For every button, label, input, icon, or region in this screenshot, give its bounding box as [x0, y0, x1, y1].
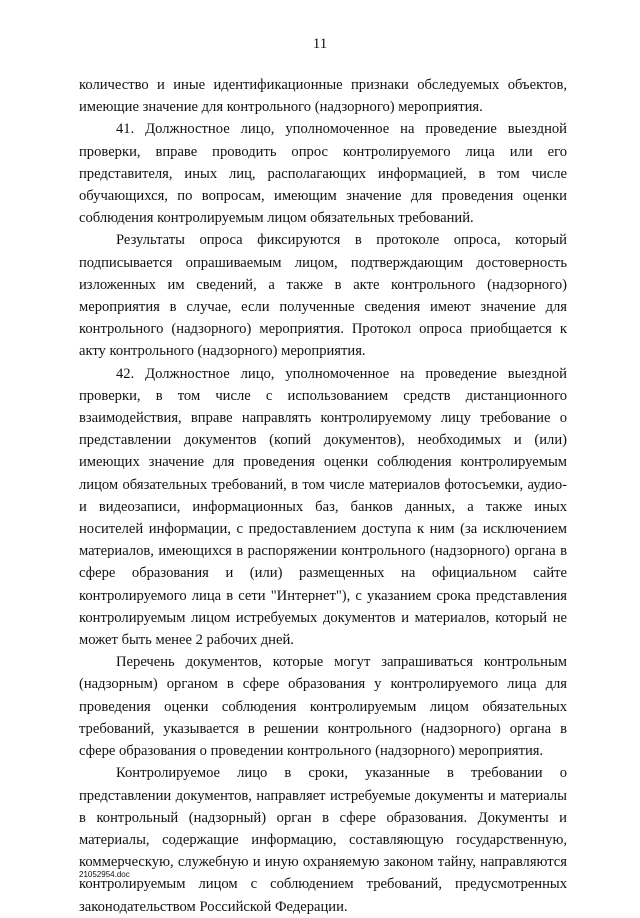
document-file-id: 21052954.doc	[79, 870, 130, 879]
paragraph-document-list: Перечень документов, которые могут запрашиваться контрольным (надзорным) органом в сфере образования у контролируемого лица для проведения оценки соблюдения контролируемым лицом обязательных требований, указывается в решении контрольного (надзорного) органа в сфере образования о проведении контрольного (надзорного) мероприятия.	[79, 654, 567, 760]
paragraph-survey-results: Результаты опроса фиксируются в протоколе опроса, который подписывается опрашиваемым лицом, подтверждающим достоверность изложенных им сведений, а также в акте контрольного (надзорного) мероприятия в случае, если полученные сведения имеют значение для контрольного (надзорного) мероприятия. Протокол опроса приобщается к акту контрольного (надзорного) мероприятия.	[79, 232, 567, 360]
document-body	[79, 74, 567, 918]
page-number: 11	[312, 36, 328, 52]
paragraph-submission: Контролируемое лицо в сроки, указанные в требовании о представлении документов, направляет истребуемые документы и материалы в контрольный (надзорный) орган в сфере образования. Документы и материалы, содержащие информацию, составляющую государственную, коммерческую, служебную и иную охраняемую законом тайну, направляются контролируемым лицом с соблюдением требований, предусмотренных законодательством Российской Федерации.	[79, 765, 567, 915]
paragraph-item-41: 41. Должностное лицо, уполномоченное на проведение выездной проверки, вправе проводить опрос контролируемого лица или его представителя, иных лиц, располагающих информацией, в том числе обучающихся, по вопросам, имеющим значение для проведения оценки соблюдения контролируемым лицом обязательных требований.	[79, 121, 567, 227]
paragraph-item-42: 42. Должностное лицо, уполномоченное на проведение выездной проверки, в том числе с использованием средств дистанционного взаимодействия, вправе направлять контролируемому лицу требование о представлении документов (копий документов), необходимых и (или) имеющих значение для проведения оценки соблюдения контролируемым лицом обязательных требований, в том числе материалов фотосъемки, аудио- и видеозаписи, информационных баз, банков данных, а также иных носителей информации, с предоставлением доступа к ним (за исключением материалов, имеющихся в распоряжении контрольного (надзорного) органа в сфере образования и (или) размещенных на официальном сайте контролируемого лица в сети "Интернет"), с указанием срока представления контролируемым лицом истребуемых документов и материалов, который не может быть менее 2 рабочих дней.	[79, 365, 567, 649]
paragraph-continuation: количество и иные идентификационные признаки обследуемых объектов, имеющие значение для контрольного (надзорного) мероприятия.	[79, 77, 567, 116]
